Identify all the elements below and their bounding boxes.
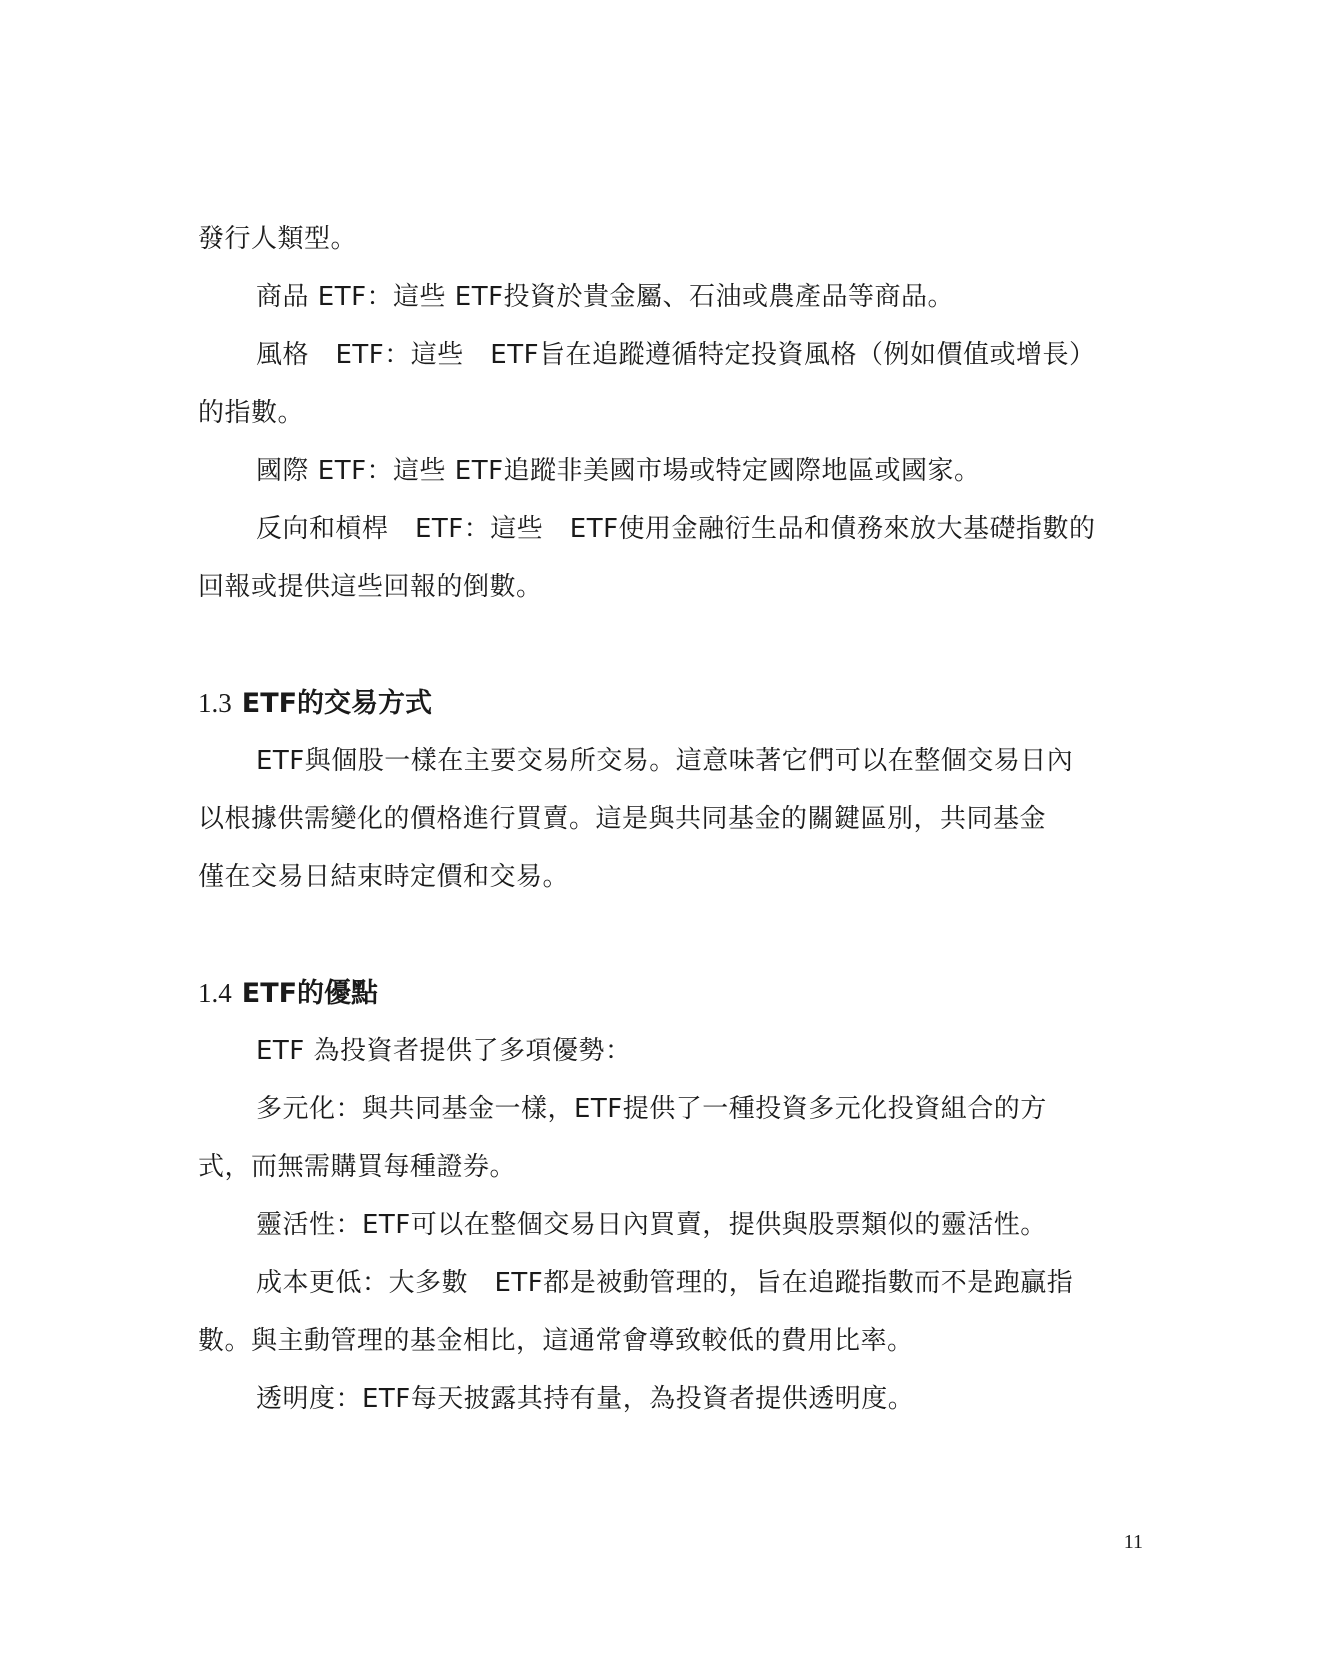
section-heading-1-4 <box>198 976 378 1011</box>
section-number: 1.3 <box>198 688 232 718</box>
paragraph-line: 數。與主動管理的基金相比，這通常會導致較低的費用比率。 <box>198 1326 914 1356</box>
paragraph-line: 式，而無需購買每種證券。 <box>198 1152 517 1182</box>
paragraph-line: 以根據供需變化的價格進行買賣。這是與共同基金的關鍵區別，共同基金 <box>198 804 1047 834</box>
paragraph-line: 反向和槓桿 ETF：這些 ETF使用金融衍生品和債務來放大基礎指數的 <box>256 514 1096 544</box>
paragraph-line: 多元化：與共同基金一樣，ETF提供了一種投資多元化投資組合的方 <box>256 1094 1047 1124</box>
paragraph-line: 發行人類型。 <box>198 224 358 254</box>
paragraph-line: 靈活性：ETF可以在整個交易日內買賣，提供與股票類似的靈活性。 <box>256 1210 1047 1240</box>
paragraph-line: 商品 ETF：這些 ETF投資於貴金屬、石油或農產品等商品。 <box>256 282 955 312</box>
paragraph-line: 的指數。 <box>198 398 305 428</box>
paragraph-line: 僅在交易日結束時定價和交易。 <box>198 862 570 892</box>
paragraph-line: 透明度：ETF每天披露其持有量，為投資者提供透明度。 <box>256 1384 915 1414</box>
paragraph-line: 成本更低：大多數 ETF都是被動管理的，旨在追蹤指數而不是跑贏指 <box>256 1268 1074 1298</box>
page-number: 11 <box>1123 1531 1143 1553</box>
paragraph-line: 國際 ETF：這些 ETF追蹤非美國市場或特定國際地區或國家。 <box>256 456 981 486</box>
paragraph-line: ETF 為投資者提供了多項優勢： <box>256 1036 632 1066</box>
paragraph-line: ETF與個股一樣在主要交易所交易。這意味著它們可以在整個交易日內 <box>256 746 1074 776</box>
paragraph-line: 回報或提供這些回報的倒數。 <box>198 572 543 602</box>
section-heading-1-3 <box>198 686 432 721</box>
section-title: ETF的交易方式 <box>241 688 433 719</box>
section-title: ETF的優點 <box>241 978 379 1009</box>
paragraph-line: 風格 ETF：這些 ETF旨在追蹤遵循特定投資風格（例如價值或增長） <box>256 340 1096 370</box>
section-number: 1.4 <box>198 978 232 1008</box>
